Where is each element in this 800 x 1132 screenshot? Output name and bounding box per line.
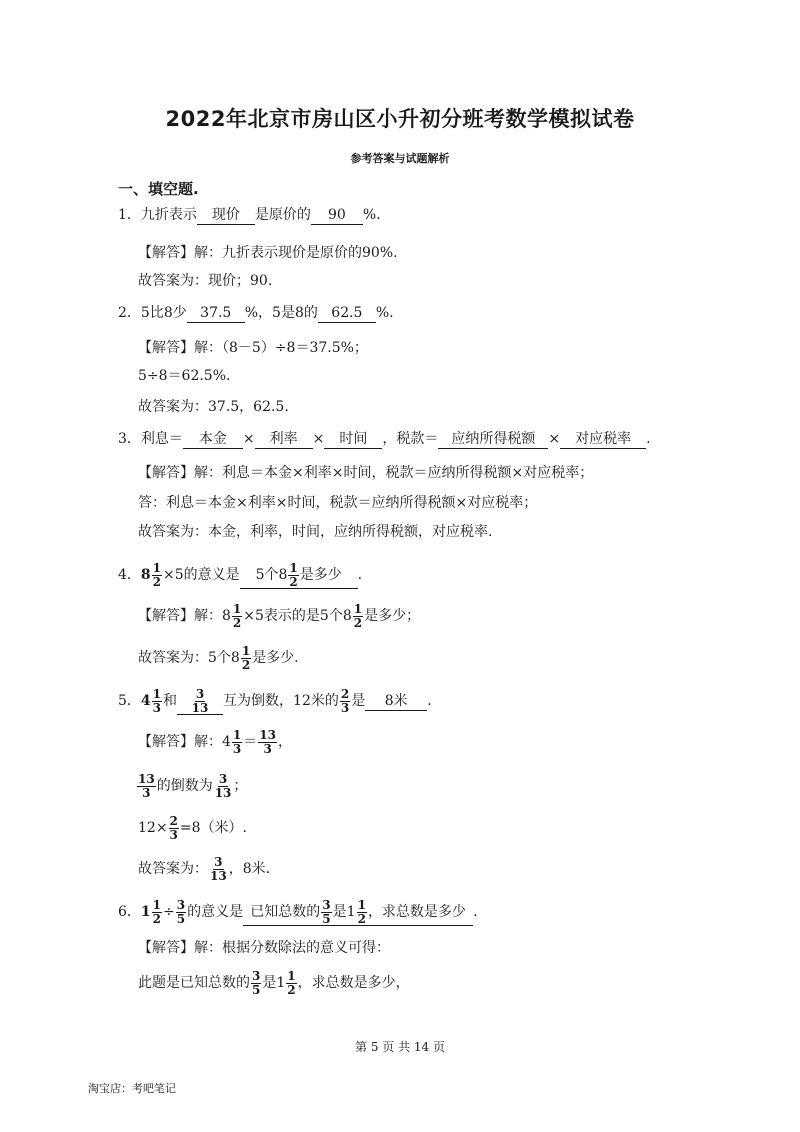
- solution-line: 【解答】解：（8－5）÷8＝37.5%；: [138, 340, 368, 356]
- times-sign: ×: [242, 431, 255, 447]
- shop-watermark: 淘宝店：考吧笔记: [88, 1082, 176, 1095]
- answer-blank: 时间: [324, 430, 382, 449]
- answer-line: 故答案为：本金，利率，时间，应纳所得税额，对应税率.: [138, 524, 493, 540]
- solution-line: 此题是已知总数的 $\frac{3}{5}$ 是1 $\frac{1}{2}$ ，求总数是多少，: [138, 969, 410, 997]
- fraction: $\frac{1}{2}$: [152, 561, 162, 589]
- solution-line: $\frac{13}{3}$ 的倒数为 $\frac{3}{13}$ ；: [138, 772, 248, 800]
- answer-blank: 62.5: [318, 304, 376, 323]
- solution-line: 【解答】解：利息＝本金×利率×时间，税款＝应纳所得税额×对应税率；: [138, 465, 594, 481]
- question-3: [118, 429, 651, 449]
- question-text: 5比8少: [140, 305, 187, 321]
- question-text: ×5的意义是: [163, 567, 240, 584]
- question-text: .: [357, 567, 363, 584]
- question-number: 2．: [118, 305, 141, 321]
- solution-line: 【解答】解：根据分数除法的意义可得：: [138, 940, 390, 956]
- question-number: 4．: [118, 567, 141, 584]
- answer-blank: 应纳所得税额: [438, 430, 548, 449]
- solution-line: 12× $\frac{2}{3}$ =8（米）.: [138, 814, 247, 842]
- question-number: 1．: [118, 207, 141, 223]
- times-sign: ×: [312, 431, 325, 447]
- answer-blank: 本金: [183, 430, 243, 449]
- question-number: 6．: [118, 904, 141, 921]
- page-title: 2022年北京市房山区小升初分班考数学模拟试卷: [165, 107, 635, 131]
- solution-line: 5÷8＝62.5%.: [138, 368, 231, 384]
- times-sign: ×: [548, 431, 561, 447]
- answer-blank: 已知总数的 $\frac{3}{5}$ 是1 $\frac{1}{2}$ ，求总数是多少: [243, 899, 473, 926]
- question-2: [118, 303, 394, 323]
- question-text: 利息＝: [140, 431, 183, 447]
- question-text: 九折表示: [140, 207, 197, 223]
- question-number: 3．: [118, 431, 141, 447]
- answer-line: 故答案为： $\frac{3}{13}$ ，8米.: [138, 855, 271, 883]
- answer-blank: 37.5: [187, 304, 245, 323]
- mixed-number-whole: 8: [140, 567, 151, 584]
- answer-line: 故答案为：5个8 $\frac{1}{2}$ 是多少.: [138, 644, 299, 672]
- answer-line: 故答案为：37.5，62.5.: [138, 399, 289, 415]
- fraction: $\frac{1}{3}$: [152, 687, 162, 715]
- question-text: .: [646, 431, 651, 447]
- solution-line: 【解答】解：九折表示现价是原价的90%.: [138, 245, 398, 261]
- answer-blank: $\frac{3}{13}$: [177, 688, 223, 715]
- question-1: [118, 205, 381, 225]
- answer-line: 故答案为：现价；90.: [138, 273, 273, 289]
- fraction: $\frac{1}{2}$: [152, 898, 162, 926]
- answer-blank: 5个8 $\frac{1}{2}$ 是多少: [240, 562, 358, 589]
- answer-blank: 利率: [255, 430, 313, 449]
- question-text: %，5是8的: [244, 305, 318, 321]
- question-text: ，税款＝: [382, 431, 439, 447]
- answer-blank: 对应税率: [560, 430, 646, 449]
- question-6: 6．1 $\frac{1}{2}$ ÷ $\frac{3}{5}$ 的意义是 已知总数的 $\frac{3}{5}$ 是1 $\frac{1}{2}$ ，求总数是多少 .: [118, 898, 478, 926]
- page-subtitle: 参考答案与试题解析: [350, 152, 450, 165]
- fraction: $\frac{2}{3}$: [340, 687, 350, 715]
- question-number: 5．: [118, 693, 141, 710]
- question-5: 5．4 $\frac{1}{3}$ 和 $\frac{3}{13}$ 互为倒数，12米的 $\frac{2}{3}$ 是 8米 .: [118, 687, 432, 715]
- solution-line: 【解答】解：8 $\frac{1}{2}$ ×5表示的是5个8 $\frac{1}{2}$ 是多少；: [138, 602, 421, 630]
- solution-line: 答：利息＝本金×利率×时间，税款＝应纳所得税额×对应税率；: [138, 495, 538, 511]
- page-number-footer: 第 5 页 共 14 页: [355, 1040, 445, 1054]
- answer-blank: 90: [311, 206, 363, 225]
- question-text: 是原价的: [254, 207, 311, 223]
- section-heading: 一、填空题.: [118, 180, 199, 198]
- question-text: %.: [375, 305, 394, 321]
- question-text: %.: [362, 207, 381, 223]
- fraction: $\frac{3}{5}$: [176, 898, 186, 926]
- answer-blank: 现价: [197, 206, 255, 225]
- question-4: [118, 562, 362, 589]
- solution-line: 【解答】解：4 $\frac{1}{3}$ ＝ $\frac{13}{3}$ ，: [138, 728, 292, 756]
- answer-blank: 8米: [365, 692, 427, 711]
